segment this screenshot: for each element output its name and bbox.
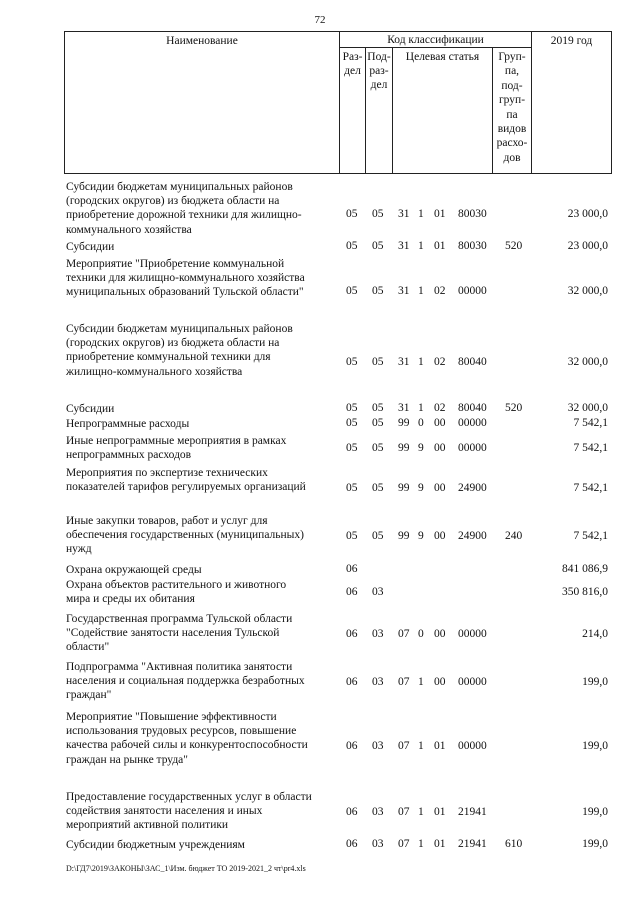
podrazdel-cell: 03 bbox=[372, 586, 384, 598]
target-event-cell: 01 bbox=[434, 208, 446, 220]
target-direction-cell: 00000 bbox=[458, 442, 487, 454]
razdel-cell: 06 bbox=[346, 586, 358, 598]
target-program-cell: 07 bbox=[398, 806, 410, 818]
podrazdel-cell: 03 bbox=[372, 628, 384, 640]
podrazdel-cell: 03 bbox=[372, 740, 384, 752]
razdel-cell: 05 bbox=[346, 442, 358, 454]
target-subprogram-cell: 9 bbox=[418, 482, 424, 494]
razdel-cell: 05 bbox=[346, 208, 358, 220]
razdel-cell: 06 bbox=[346, 628, 358, 640]
target-program-cell: 07 bbox=[398, 676, 410, 688]
razdel-cell: 05 bbox=[346, 285, 358, 297]
target-subprogram-cell: 1 bbox=[418, 806, 424, 818]
header-group: Груп- па, под- груп- па видов расхо- дов bbox=[492, 47, 532, 174]
target-event-cell: 00 bbox=[434, 530, 446, 542]
podrazdel-cell: 05 bbox=[372, 285, 384, 297]
row-name: Непрограммные расходы bbox=[66, 418, 190, 430]
target-program-cell: 07 bbox=[398, 628, 410, 640]
target-event-cell: 01 bbox=[434, 838, 446, 850]
amount-cell: 350 816,0 bbox=[562, 586, 608, 598]
amount-cell: 32 000,0 bbox=[567, 402, 608, 414]
target-subprogram-cell: 1 bbox=[418, 676, 424, 688]
target-subprogram-cell: 1 bbox=[418, 356, 424, 368]
razdel-cell: 05 bbox=[346, 417, 358, 429]
target-direction-cell: 00000 bbox=[458, 285, 487, 297]
podrazdel-cell: 05 bbox=[372, 482, 384, 494]
target-direction-cell: 00000 bbox=[458, 676, 487, 688]
target-direction-cell: 24900 bbox=[458, 482, 487, 494]
target-program-cell: 99 bbox=[398, 482, 410, 494]
target-program-cell: 07 bbox=[398, 740, 410, 752]
amount-cell: 841 086,9 bbox=[562, 563, 608, 575]
podrazdel-cell: 05 bbox=[372, 402, 384, 414]
target-direction-cell: 00000 bbox=[458, 417, 487, 429]
amount-cell: 7 542,1 bbox=[573, 530, 608, 542]
amount-cell: 7 542,1 bbox=[573, 442, 608, 454]
target-direction-cell: 00000 bbox=[458, 740, 487, 752]
amount-cell: 7 542,1 bbox=[573, 482, 608, 494]
target-event-cell: 01 bbox=[434, 806, 446, 818]
header-year: 2019 год bbox=[531, 31, 612, 174]
razdel-cell: 05 bbox=[346, 402, 358, 414]
row-name: Иные закупки товаров, работ и услуг для обеспечения государственных (муниципальных) нужд bbox=[66, 515, 304, 556]
razdel-cell: 06 bbox=[346, 676, 358, 688]
amount-cell: 32 000,0 bbox=[567, 285, 608, 297]
amount-cell: 199,0 bbox=[582, 676, 608, 688]
row-name: Субсидии bbox=[66, 403, 115, 415]
row-name: Подпрограмма "Активная политика занятости населения и социальная поддержка безработных граждан" bbox=[66, 661, 305, 702]
target-subprogram-cell: 1 bbox=[418, 285, 424, 297]
target-program-cell: 31 bbox=[398, 240, 410, 252]
razdel-cell: 05 bbox=[346, 530, 358, 542]
expense-group-cell: 610 bbox=[505, 838, 523, 850]
target-program-cell: 99 bbox=[398, 417, 410, 429]
target-event-cell: 02 bbox=[434, 356, 446, 368]
razdel-cell: 06 bbox=[346, 740, 358, 752]
target-subprogram-cell: 0 bbox=[418, 417, 424, 429]
razdel-cell: 05 bbox=[346, 356, 358, 368]
header-name: Наименование bbox=[64, 31, 340, 174]
target-event-cell: 02 bbox=[434, 285, 446, 297]
amount-cell: 23 000,0 bbox=[567, 208, 608, 220]
target-program-cell: 99 bbox=[398, 442, 410, 454]
target-event-cell: 00 bbox=[434, 442, 446, 454]
target-event-cell: 02 bbox=[434, 402, 446, 414]
target-event-cell: 00 bbox=[434, 482, 446, 494]
target-subprogram-cell: 9 bbox=[418, 530, 424, 542]
target-program-cell: 07 bbox=[398, 838, 410, 850]
row-name: Предоставление государственных услуг в области содействия занятости населения и иных мероприятий активной политики bbox=[66, 791, 312, 832]
target-direction-cell: 24900 bbox=[458, 530, 487, 542]
target-event-cell: 01 bbox=[434, 240, 446, 252]
target-direction-cell: 80040 bbox=[458, 356, 487, 368]
razdel-cell: 05 bbox=[346, 482, 358, 494]
target-program-cell: 31 bbox=[398, 356, 410, 368]
target-subprogram-cell: 1 bbox=[418, 208, 424, 220]
target-program-cell: 31 bbox=[398, 208, 410, 220]
row-name: Охрана окружающей среды bbox=[66, 564, 202, 576]
podrazdel-cell: 05 bbox=[372, 442, 384, 454]
target-subprogram-cell: 0 bbox=[418, 628, 424, 640]
podrazdel-cell: 03 bbox=[372, 806, 384, 818]
target-direction-cell: 80030 bbox=[458, 240, 487, 252]
header-razdel: Раз- дел bbox=[339, 47, 366, 174]
target-subprogram-cell: 9 bbox=[418, 442, 424, 454]
podrazdel-cell: 05 bbox=[372, 417, 384, 429]
podrazdel-cell: 05 bbox=[372, 530, 384, 542]
target-direction-cell: 21941 bbox=[458, 806, 487, 818]
target-subprogram-cell: 1 bbox=[418, 838, 424, 850]
target-subprogram-cell: 1 bbox=[418, 402, 424, 414]
target-program-cell: 31 bbox=[398, 285, 410, 297]
razdel-cell: 05 bbox=[346, 240, 358, 252]
target-event-cell: 01 bbox=[434, 740, 446, 752]
target-direction-cell: 00000 bbox=[458, 628, 487, 640]
amount-cell: 23 000,0 bbox=[567, 240, 608, 252]
target-program-cell: 31 bbox=[398, 402, 410, 414]
amount-cell: 199,0 bbox=[582, 740, 608, 752]
amount-cell: 199,0 bbox=[582, 838, 608, 850]
target-direction-cell: 80040 bbox=[458, 402, 487, 414]
amount-cell: 199,0 bbox=[582, 806, 608, 818]
target-event-cell: 00 bbox=[434, 417, 446, 429]
razdel-cell: 06 bbox=[346, 563, 358, 575]
razdel-cell: 06 bbox=[346, 806, 358, 818]
amount-cell: 7 542,1 bbox=[573, 417, 608, 429]
podrazdel-cell: 05 bbox=[372, 356, 384, 368]
target-program-cell: 99 bbox=[398, 530, 410, 542]
expense-group-cell: 520 bbox=[505, 240, 523, 252]
row-name: Государственная программа Тульской области "Содействие занятости населения Тульской области" bbox=[66, 613, 293, 654]
header-podrazdel: Под- раз- дел bbox=[365, 47, 393, 174]
row-name: Мероприятие "Приобретение коммунальной техники для жилищно-коммунального хозяйства муниципальных образований Тульской области" bbox=[66, 258, 305, 299]
target-subprogram-cell: 1 bbox=[418, 240, 424, 252]
row-name: Субсидии bbox=[66, 241, 115, 253]
row-name: Субсидии бюджетным учреждениям bbox=[66, 839, 245, 851]
target-subprogram-cell: 1 bbox=[418, 740, 424, 752]
row-name: Мероприятия по экспертизе технических показателей тарифов регулируемых организаций bbox=[66, 467, 306, 494]
target-event-cell: 00 bbox=[434, 628, 446, 640]
file-path-footer: D:\ГД7\2019\ЗАКОНЫ\ЗАС_1\Изм. бюджет ТО 2019-2021_2 чт\pr4.xls bbox=[66, 864, 306, 873]
amount-cell: 32 000,0 bbox=[567, 356, 608, 368]
podrazdel-cell: 03 bbox=[372, 676, 384, 688]
header-code-group: Код классификации bbox=[339, 31, 532, 48]
podrazdel-cell: 05 bbox=[372, 208, 384, 220]
amount-cell: 214,0 bbox=[582, 628, 608, 640]
expense-group-cell: 240 bbox=[505, 530, 523, 542]
row-name: Охрана объектов растительного и животного мира и среды их обитания bbox=[66, 579, 287, 606]
header-target: Целевая статья bbox=[392, 47, 493, 174]
row-name: Иные непрограммные мероприятия в рамках непрограммных расходов bbox=[66, 435, 287, 462]
target-event-cell: 00 bbox=[434, 676, 446, 688]
page-number: 72 bbox=[314, 14, 326, 26]
expense-group-cell: 520 bbox=[505, 402, 523, 414]
podrazdel-cell: 03 bbox=[372, 838, 384, 850]
row-name: Мероприятие "Повышение эффективности использования трудовых ресурсов, повышение качества рабочей силы и конкурентоспособности граждан на рынке труда" bbox=[66, 711, 308, 766]
row-name: Субсидии бюджетам муниципальных районов (городских округов) из бюджета области на приобретение дорожной техники для жилищно- коммунального хозяйства bbox=[66, 181, 302, 236]
razdel-cell: 06 bbox=[346, 838, 358, 850]
target-direction-cell: 21941 bbox=[458, 838, 487, 850]
podrazdel-cell: 05 bbox=[372, 240, 384, 252]
target-direction-cell: 80030 bbox=[458, 208, 487, 220]
row-name: Субсидии бюджетам муниципальных районов (городских округов) из бюджета области на приобретение коммунальной техники для жилищно-коммунального хозяйства bbox=[66, 323, 293, 378]
